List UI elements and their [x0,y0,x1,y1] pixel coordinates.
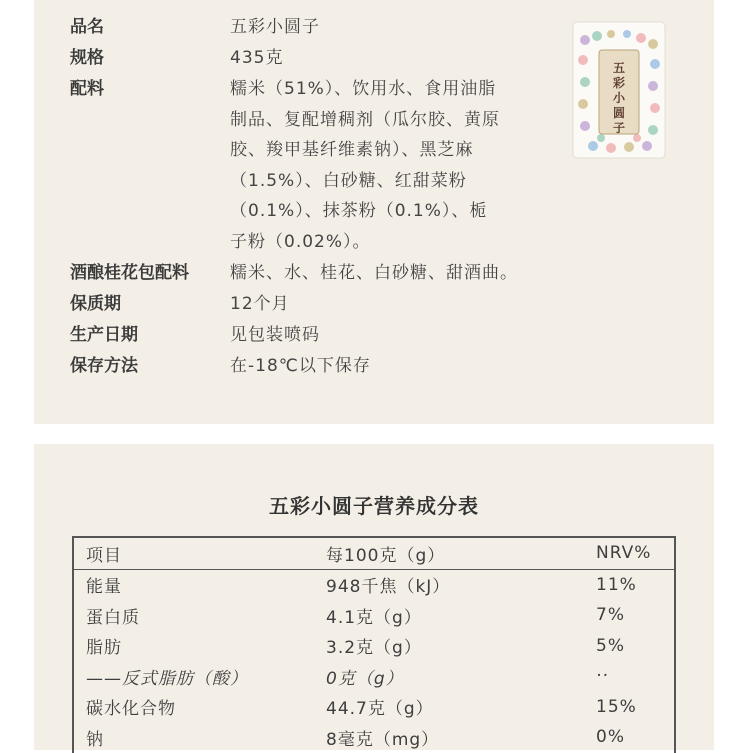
svg-text:五: 五 [612,61,626,75]
cell-nrv: 11% [596,574,637,595]
svg-text:彩: 彩 [612,76,626,90]
ingredients-line: 糯米（51%）、饮用水、食用油脂 [230,79,497,99]
nutrition-card [34,444,714,750]
cell-nrv: 7% [596,605,625,626]
info-label: 保质期 [70,294,121,314]
ingredients-line: （0.1%）、抹茶粉（0.1%）、栀 [230,201,488,222]
cell-item: 碳水化合物 [86,699,176,720]
svg-text:子: 子 [612,121,626,135]
info-value: 糯米、水、桂花、白砂糖、甜酒曲。 [230,263,518,283]
info-label: 配料 [70,79,104,99]
cell-nrv: 0% [596,727,625,748]
table-header-row [73,537,675,569]
cell-amount: 44.7克（g） [326,699,434,720]
ingredients-line: 胶、羧甲基纤维素钠）、黑芝麻 [230,140,474,161]
column-header-amount: 每100克（g） [326,545,446,566]
ingredients-line: 制品、复配增稠剂（瓜尔胶、黄原 [230,109,500,130]
cell-amount: 3.2克（g） [326,638,422,659]
info-value: 在-18℃以下保存 [230,356,371,376]
cell-amount: 0克（g） [326,668,404,689]
cell-amount: 948千焦（kJ） [326,577,451,598]
info-value: 见包装喷码 [230,325,320,345]
table-row [73,631,675,662]
info-label: 酒酿桂花包配料 [70,263,189,283]
cell-item: 钠 [86,729,104,750]
info-label: 品名 [70,17,104,37]
table-row [73,661,675,692]
ingredients-line: 子粉（0.02%）。 [230,231,371,252]
info-value: 435克 [230,48,284,68]
cell-item: 蛋白质 [86,607,140,628]
info-label: 规格 [70,48,104,68]
cell-amount: 8毫克（mg） [326,729,440,750]
table-row [73,722,675,753]
cell-nrv: 15% [596,696,637,717]
product-info-card [34,0,714,424]
info-label: 生产日期 [70,325,138,345]
info-value: 五彩小圆子 [230,17,320,37]
ingredients-text [230,74,500,258]
cell-amount: 4.1克（g） [326,607,422,628]
column-header-nrv: NRV% [596,543,652,564]
column-header-item: 项目 [86,545,122,566]
info-value: 12个月 [230,294,290,314]
cell-nrv: 5% [596,635,625,656]
table-row [73,692,675,723]
table-row [73,569,675,600]
cell-item: 能量 [86,577,122,598]
svg-text:圆: 圆 [612,106,626,120]
cell-nrv: ·· [596,666,609,687]
cell-item: ——反式脂肪（酸） [86,668,248,689]
svg-text:小: 小 [612,91,626,105]
nutrition-table [72,536,676,753]
info-label: 保存方法 [70,356,138,376]
product-package-image [571,20,667,160]
ingredients-line: （1.5%）、白砂糖、红甜菜粉 [230,170,467,191]
nutrition-table-title: 五彩小圆子营养成分表 [269,494,479,518]
cell-item: 脂肪 [86,638,122,659]
table-row [73,600,675,631]
